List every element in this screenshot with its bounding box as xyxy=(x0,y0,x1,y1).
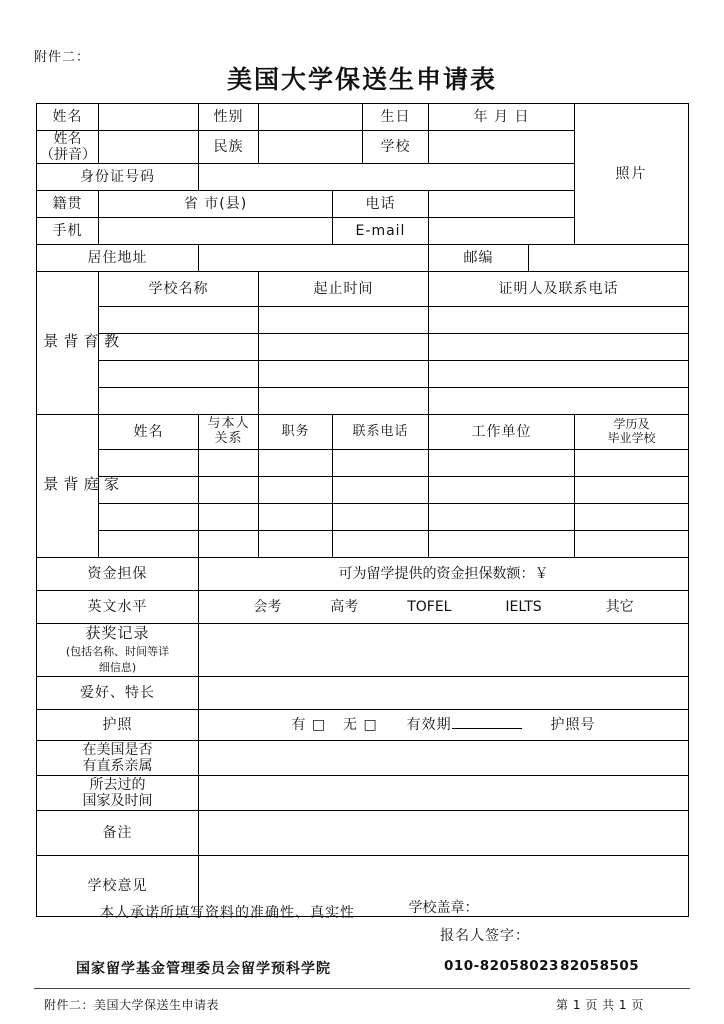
phone-label: 电话 xyxy=(333,191,429,218)
school-opinion-label: 学校意见 xyxy=(37,856,199,917)
table-row xyxy=(37,334,689,361)
english-option-huikao[interactable]: 会考 xyxy=(253,599,282,616)
application-form-table xyxy=(36,103,689,917)
visited-countries-label-line1: 所去过的 xyxy=(89,777,146,794)
family-cell-phone[interactable] xyxy=(333,531,429,558)
education-side-label xyxy=(37,272,120,415)
origin-label: 籍贯 xyxy=(37,191,99,218)
table-row xyxy=(37,477,689,504)
family-cell-phone[interactable] xyxy=(333,477,429,504)
table-row xyxy=(37,591,689,624)
family-header-phone: 联系电话 xyxy=(333,415,429,450)
family-char-2: 庭 xyxy=(81,476,100,493)
table-row xyxy=(37,741,689,776)
gender-input[interactable] xyxy=(259,104,363,131)
table-row xyxy=(37,710,689,741)
table-row xyxy=(37,811,689,856)
passport-number-label: 护照号 xyxy=(550,717,596,734)
english-option-gaokao[interactable]: 高考 xyxy=(330,599,359,616)
education-cell-reference[interactable] xyxy=(429,307,689,334)
name-input[interactable] xyxy=(99,104,199,131)
photo-cell xyxy=(575,104,689,245)
education-char-2: 育 xyxy=(81,333,100,350)
school-stamp-label: 学校盖章： xyxy=(408,900,479,917)
table-row xyxy=(37,776,689,811)
birthday-input[interactable]: 年 月 日 xyxy=(429,104,575,131)
postcode-input[interactable] xyxy=(529,245,689,272)
passport-has-checkbox[interactable]: 有 □ xyxy=(291,717,327,734)
mobile-label: 手机 xyxy=(37,218,99,245)
table-row xyxy=(37,245,689,272)
funding-input[interactable]: 可为留学提供的资金担保数额：￥ xyxy=(199,558,689,591)
birthday-label: 生日 xyxy=(363,104,429,131)
english-level-options[interactable] xyxy=(199,591,689,624)
education-cell-school[interactable] xyxy=(99,334,259,361)
table-row xyxy=(37,104,689,131)
family-header-relation: 与本人关系 xyxy=(199,415,259,450)
family-cell-name[interactable] xyxy=(99,504,199,531)
education-cell-reference[interactable] xyxy=(429,334,689,361)
name-label: 姓名 xyxy=(37,104,99,131)
table-row xyxy=(37,388,689,415)
passport-none-checkbox[interactable]: 无 □ xyxy=(343,717,378,734)
family-cell-relation[interactable] xyxy=(199,450,259,477)
us-relatives-label-line2: 有直系亲属 xyxy=(82,758,153,775)
footer-divider xyxy=(34,988,690,989)
family-side-label xyxy=(37,415,120,558)
family-cell-education[interactable] xyxy=(575,477,689,504)
awards-label-line3: 细信息) xyxy=(98,660,137,674)
name-pinyin-label-line1: 姓名 xyxy=(53,131,82,147)
family-cell-education[interactable] xyxy=(575,450,689,477)
family-char-1: 家 xyxy=(102,476,120,493)
awards-label-line1: 获奖记录 xyxy=(85,624,150,643)
family-cell-employer[interactable] xyxy=(429,531,575,558)
education-cell-period[interactable] xyxy=(259,361,429,388)
family-header-education-line1: 学历及 xyxy=(613,417,650,432)
family-header-position: 职务 xyxy=(259,415,333,450)
education-cell-school[interactable] xyxy=(99,307,259,334)
ethnicity-input[interactable] xyxy=(259,131,363,164)
name-pinyin-input[interactable] xyxy=(99,131,199,164)
family-char-3: 背 xyxy=(61,476,80,493)
remarks-input[interactable] xyxy=(199,811,689,856)
ethnicity-label: 民族 xyxy=(199,131,259,164)
education-char-3: 背 xyxy=(61,333,80,350)
family-header-name: 姓名 xyxy=(99,415,199,450)
footer-page-number: 第 1 页 共 1 页 xyxy=(556,998,644,1012)
visited-countries-label xyxy=(37,776,199,811)
table-row xyxy=(37,307,689,334)
us-relatives-input[interactable] xyxy=(199,741,689,776)
us-relatives-label xyxy=(37,741,199,776)
education-cell-school[interactable] xyxy=(99,361,259,388)
family-cell-relation[interactable] xyxy=(199,504,259,531)
origin-input[interactable]: 省 市(县) xyxy=(99,191,333,218)
english-level-label: 英文水平 xyxy=(37,591,199,624)
organization-name: 国家留学基金管理委员会留学预科学院 xyxy=(76,961,331,977)
family-cell-education[interactable] xyxy=(575,504,689,531)
education-cell-school[interactable] xyxy=(99,388,259,415)
school-input[interactable] xyxy=(429,131,575,164)
phone-input[interactable] xyxy=(429,191,575,218)
english-option-ielts[interactable]: IELTS xyxy=(505,599,542,616)
promise-text: 本人承诺所填写资料的准确性、真实性 xyxy=(100,905,355,921)
contact-phone-1: 010-82058023 xyxy=(444,958,559,974)
id-number-input[interactable] xyxy=(199,164,575,191)
passport-validity-input[interactable] xyxy=(452,728,522,729)
english-option-tofel[interactable]: TOFEL xyxy=(407,599,452,616)
name-pinyin-label xyxy=(37,131,99,164)
family-cell-phone[interactable] xyxy=(333,504,429,531)
education-header-period: 起止时间 xyxy=(259,272,429,307)
table-row xyxy=(37,450,689,477)
family-char-4: 景 xyxy=(41,476,60,493)
education-char-1: 教 xyxy=(102,333,120,350)
visited-countries-input[interactable] xyxy=(199,776,689,811)
applicant-signature-label: 报名人签字： xyxy=(440,928,530,944)
table-row xyxy=(37,504,689,531)
family-cell-position[interactable] xyxy=(259,450,333,477)
family-cell-relation[interactable] xyxy=(199,477,259,504)
passport-label: 护照 xyxy=(37,710,199,741)
table-row xyxy=(37,624,689,677)
education-cell-reference[interactable] xyxy=(429,361,689,388)
family-cell-position[interactable] xyxy=(259,477,333,504)
remarks-label: 备注 xyxy=(37,811,199,856)
table-row xyxy=(37,415,689,450)
education-header-reference: 证明人及联系电话 xyxy=(429,272,689,307)
family-header-education-line2: 毕业学校 xyxy=(607,431,656,446)
family-cell-phone[interactable] xyxy=(333,450,429,477)
gender-label: 性别 xyxy=(199,104,259,131)
family-cell-position[interactable] xyxy=(259,531,333,558)
family-cell-name[interactable] xyxy=(99,450,199,477)
postcode-label: 邮编 xyxy=(429,245,529,272)
family-cell-employer[interactable] xyxy=(429,504,575,531)
table-row xyxy=(37,558,689,591)
family-cell-position[interactable] xyxy=(259,504,333,531)
hobbies-input[interactable] xyxy=(199,677,689,710)
address-input[interactable] xyxy=(199,245,429,272)
photo-label: 照片 xyxy=(615,166,648,183)
name-pinyin-label-line2: （拼音） xyxy=(40,147,96,164)
family-cell-relation[interactable] xyxy=(199,531,259,558)
page-title: 美国大学保送生申请表 xyxy=(226,65,497,94)
passport-fields[interactable] xyxy=(199,710,689,741)
awards-label xyxy=(37,624,199,677)
id-number-label: 身份证号码 xyxy=(37,164,199,191)
table-row xyxy=(37,677,689,710)
funding-label: 资金担保 xyxy=(37,558,199,591)
family-cell-employer[interactable] xyxy=(429,477,575,504)
attachment-label: 附件二： xyxy=(34,50,91,65)
awards-label-line2: (包括名称、时间等详 xyxy=(65,644,170,658)
table-row xyxy=(37,531,689,558)
education-header-school: 学校名称 xyxy=(99,272,259,307)
family-header-employer: 工作单位 xyxy=(429,415,575,450)
education-cell-period[interactable] xyxy=(259,334,429,361)
awards-input[interactable] xyxy=(199,624,689,677)
visited-countries-label-line2: 国家及时间 xyxy=(82,793,153,810)
table-row xyxy=(37,272,689,307)
family-cell-employer[interactable] xyxy=(429,450,575,477)
education-cell-reference[interactable] xyxy=(429,388,689,415)
email-input[interactable] xyxy=(429,218,575,245)
passport-validity-label: 有效期 xyxy=(406,717,452,734)
footer-left-text: 附件二：美国大学保送生申请表 xyxy=(44,998,220,1012)
us-relatives-label-line1: 在美国是否 xyxy=(82,742,153,759)
education-cell-period[interactable] xyxy=(259,388,429,415)
school-label: 学校 xyxy=(363,131,429,164)
contact-phone-2: 82058505 xyxy=(560,958,640,974)
education-char-4: 景 xyxy=(41,333,60,350)
mobile-input[interactable] xyxy=(99,218,333,245)
family-cell-name[interactable] xyxy=(99,531,199,558)
email-label: E-mail xyxy=(333,218,429,245)
table-row xyxy=(37,361,689,388)
hobbies-label: 爱好、特长 xyxy=(37,677,199,710)
family-header-education xyxy=(575,415,689,450)
address-label: 居住地址 xyxy=(37,245,199,272)
english-option-other[interactable]: 其它 xyxy=(605,599,634,616)
education-cell-period[interactable] xyxy=(259,307,429,334)
family-cell-education[interactable] xyxy=(575,531,689,558)
